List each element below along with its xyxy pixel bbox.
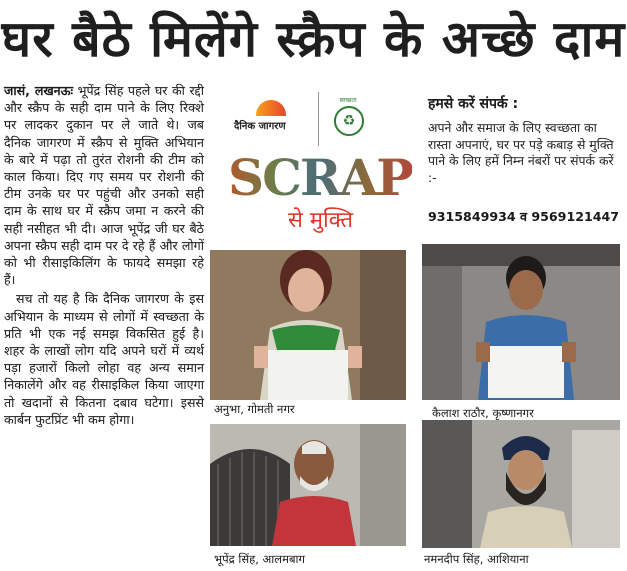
photo-bhupendra [210,424,406,546]
contact-numbers: 9315849934 व 9569121447 [428,209,620,224]
dainik-jagran-logo [234,100,312,140]
photo-namandeep-illustration [422,420,620,548]
mission-emblem-icon: ♻ [334,106,364,136]
photo-anubha-illustration [210,250,406,400]
photo-caption-anubha: अनुभा, गोमती नगर [214,402,295,416]
jagran-sun-icon [256,100,286,116]
dateline: जासं, लखनऊः [4,83,74,98]
logo-divider [318,92,319,146]
photo-kailash [422,244,620,400]
scrap-subtitle: से मुक्ति [288,208,354,233]
contact-title: हमसे करें संपर्क : [428,96,519,112]
campaign-logo-block [214,86,412,246]
photo-bhupendra-illustration [210,424,406,546]
article-paragraph-1 [4,82,204,288]
headline: घर बैठे मिलेंगे स्क्रैप के अच्छे दाम [1,9,626,68]
photo-caption-kailash: कैलाश राठौर, कृष्णानगर [432,406,534,420]
contact-text: अपने और समाज के लिए स्वच्छता का रास्ता अपनाएं, घर पर पड़े कबाड़ से मुक्ति पाने के लिए हमें निम्न नंबरों पर संपर्क करें :- [428,120,614,185]
photo-namandeep [422,420,620,548]
photo-caption-namandeep: नमनदीप सिंह, आशियाना [424,552,529,566]
article-body [4,82,204,428]
photo-anubha [210,250,406,400]
swachh-mission-logo [330,96,366,142]
article-para1-text: भूपेंद्र सिंह पहले घर की रद्दी और स्क्रैप के सही दाम पाने के लिए रिक्शे पर लादकर दुकान पर ले जाते थे। जब दैनिक जागरण में स्क्रैप से मुक्ति अभियान के बारे में पढ़ा तो तुरंत रोशनी की टीम को काल किया। दिए गए समय पर रोशनी की टीम उनके घर पर पहुंची और उनको सही दाम के साथ घर में स्क्रैप जमा न करने की सही नसीहत भी दी। आज भूपेंद्र जी घर बैठे अपना स्क्रैप सही दाम पर दे रहे हैं और लोगों को भी रीसाइकिलिंग के फायदे समझा रहे हैं। [4,83,204,288]
article-paragraph-2: सच तो यह है कि दैनिक जागरण के इस अभियान के माध्यम से लोगों में स्वच्छता के प्रति भी एक नई समझ विकसित हुई है। शहर के लाखों लोग यदि अपने घरों में व्यर्थ पड़ा हजारों किलो लोहा वह अन्य समान निकालेंगे और वह रीसाइकिल किया जाएगा तो खदानों से कितना दबाव घटेगा। इससे कार्बन फुटप्रिंट भी कम होगा। [4,291,204,427]
photo-caption-bhupendra: भूपेंद्र सिंह, आलमबाग [214,552,305,566]
photo-kailash-illustration [422,244,620,400]
scrap-wordmark: SCRAP [228,148,412,207]
jagran-name: दैनिक जागरण [234,121,286,132]
mission-text: स्वच्छता [339,97,357,104]
